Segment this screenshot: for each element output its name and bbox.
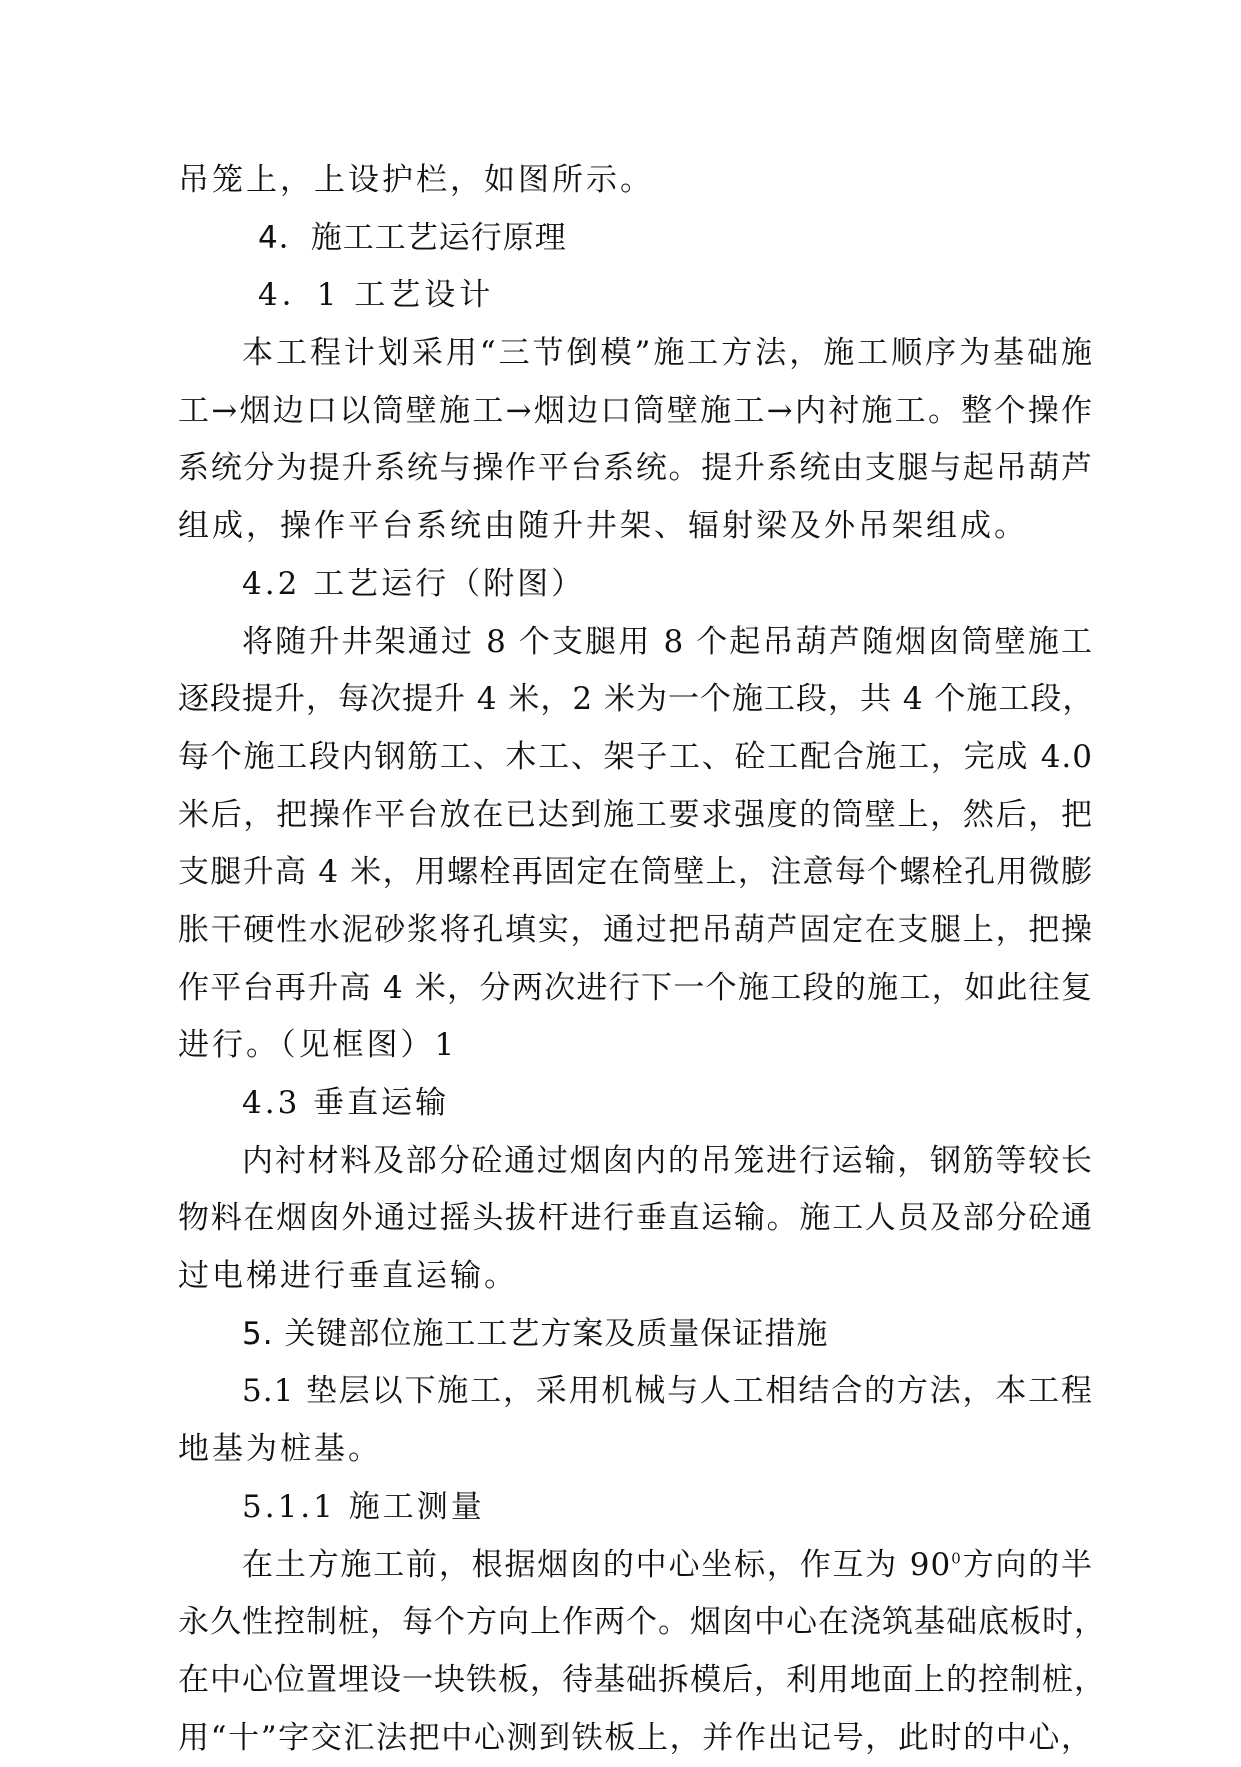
paragraph-line: 物料在烟囱外通过摇头拔杆进行垂直运输。施工人员及部分砼通 bbox=[178, 1200, 1093, 1237]
paragraph-line: 地基为桩基。 bbox=[178, 1431, 382, 1468]
document-body bbox=[178, 152, 1106, 1767]
paragraph-line: 在中心位置埋设一块铁板，待基础拆模后，利用地面上的控制桩， bbox=[178, 1661, 1106, 1698]
paragraph-line: 支腿升高 4 米，用螺栓再固定在筒壁上，注意每个螺栓孔用微膨 bbox=[178, 854, 1093, 891]
subsection-heading-4-1: 4．1 工艺设计 bbox=[258, 277, 495, 314]
paragraph-line: 进行。（见框图）1 bbox=[178, 1027, 458, 1064]
degree-superscript: 0 bbox=[951, 1549, 962, 1568]
paragraph-line: 过电梯进行垂直运输。 bbox=[178, 1258, 518, 1295]
paragraph-text-end: 方向的半 bbox=[961, 1546, 1093, 1583]
paragraph-line: 将随升井架通过 8 个支腿用 8 个起吊葫芦随烟囱筒壁施工 bbox=[242, 623, 1093, 660]
paragraph-line: 系统分为提升系统与操作平台系统。提升系统由支腿与起吊葫芦 bbox=[178, 450, 1093, 487]
paragraph-text-start: 在土方施工前，根据烟囱的中心坐标，作互为 90 bbox=[242, 1546, 952, 1583]
paragraph-line: 工→烟边口以筒壁施工→烟边口筒壁施工→内衬施工。整个操作 bbox=[178, 392, 1093, 429]
paragraph-line: 吊笼上，上设护栏，如图所示。 bbox=[178, 162, 654, 198]
paragraph-line: 本工程计划采用“三节倒模”施工方法，施工顺序为基础施 bbox=[242, 335, 1093, 372]
paragraph-line: 每个施工段内钢筋工、木工、架子工、砼工配合施工，完成 4.0 bbox=[178, 738, 1093, 775]
paragraph-line bbox=[178, 1537, 1093, 1595]
paragraph-line: 永久性控制桩，每个方向上作两个。烟囱中心在浇筑基础底板时， bbox=[178, 1604, 1106, 1641]
paragraph-line: 逐段提升，每次提升 4 米，2 米为一个施工段，共 4 个施工段， bbox=[178, 681, 1095, 718]
subsection-heading-5-1-1: 5.1.1 施工测量 bbox=[242, 1488, 485, 1525]
subsection-heading-4-2: 4.2 工艺运行（附图） bbox=[242, 565, 586, 602]
subsection-heading-4-3: 4.3 垂直运输 bbox=[242, 1085, 450, 1121]
paragraph-line: 内衬材料及部分砼通过烟囱内的吊笼进行运输，钢筋等较长 bbox=[242, 1142, 1093, 1179]
section-heading-4: 4．施工工艺运行原理 bbox=[258, 219, 567, 256]
section-heading-5: 5. 关键部位施工工艺方案及质量保证措施 bbox=[242, 1315, 829, 1352]
paragraph-line: 组成，操作平台系统由随升井架、辐射梁及外吊架组成。 bbox=[178, 508, 1028, 545]
paragraph-line: 米后，把操作平台放在已达到施工要求强度的筒壁上，然后，把 bbox=[178, 796, 1093, 833]
paragraph-line: 用“十”字交汇法把中心测到铁板上，并作出记号，此时的中心， bbox=[178, 1719, 1093, 1756]
paragraph-line: 作平台再升高 4 米，分两次进行下一个施工段的施工，如此往复 bbox=[178, 969, 1093, 1006]
paragraph-line: 胀干硬性水泥砂浆将孔填实，通过把吊葫芦固定在支腿上，把操 bbox=[178, 911, 1093, 948]
paragraph-line: 5.1 垫层以下施工，采用机械与人工相结合的方法，本工程 bbox=[242, 1373, 1093, 1410]
